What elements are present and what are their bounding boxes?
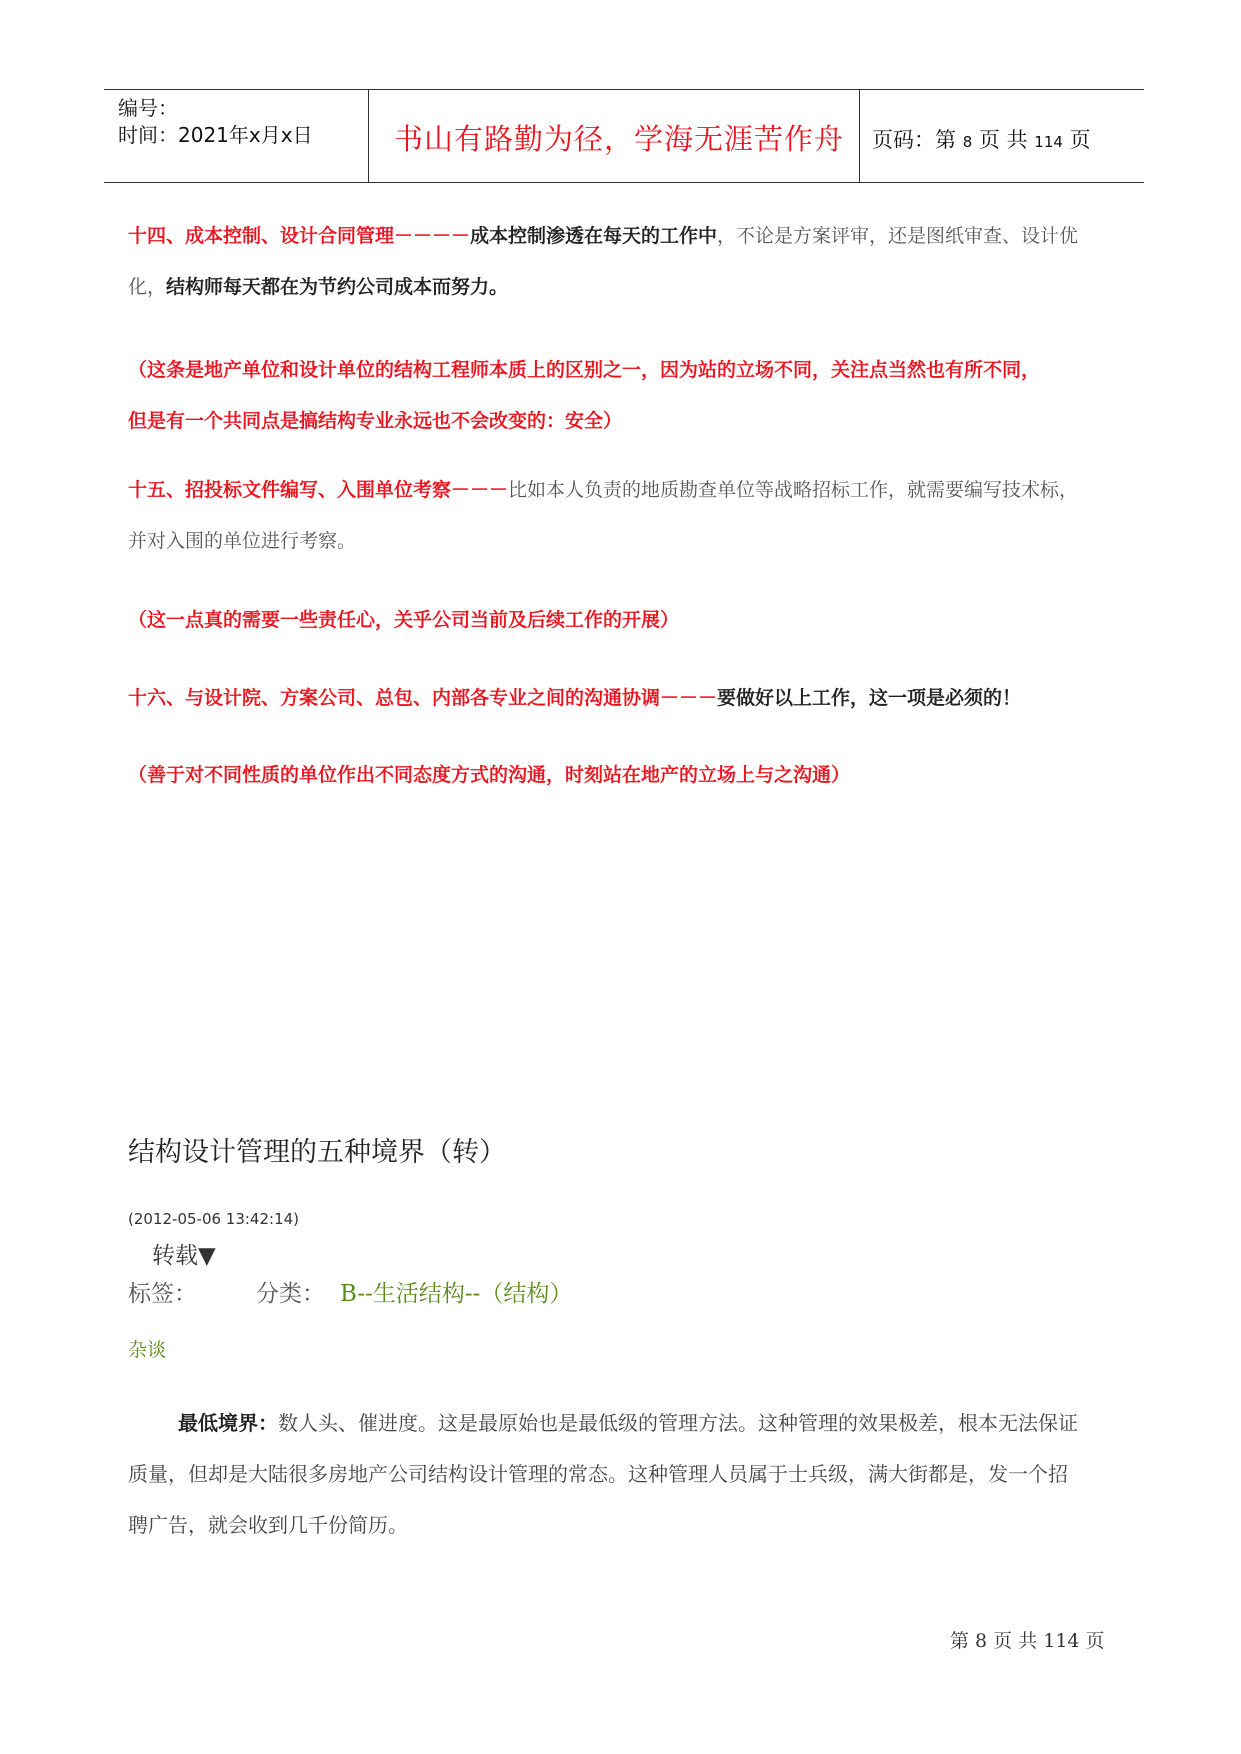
section-14-text-2a: 化， (128, 276, 167, 298)
category-link[interactable]: B--生活结构--（结构） (340, 1281, 573, 1307)
section-14-line-2 (128, 262, 1128, 313)
section-14-line-1 (128, 211, 1128, 262)
article-paragraph-1-lead: 最低境界： (178, 1411, 278, 1435)
section-15 (128, 465, 1128, 567)
note-3-text: （善于对不同性质的单位作出不同态度方式的沟通，时刻站在地产的立场上与之沟通） (128, 764, 851, 786)
article-paragraph-1-line-3: 聘广告，就会收到几千份简历。 (128, 1513, 408, 1537)
header-divider-left (368, 89, 369, 182)
section-15-line-2: 并对入围的单位进行考察。 (128, 530, 357, 552)
section-16-heading: 十六、与设计院、方案公司、总包、内部各专业之间的沟通协调－－－ (128, 687, 718, 709)
section-14-text-2b: 结构师每天都在为节约公司成本而努力。 (166, 276, 509, 298)
note-1 (128, 345, 1128, 447)
section-14 (128, 211, 1128, 313)
header-page-current: 8 (962, 133, 973, 151)
category-label: 分类： (256, 1281, 325, 1307)
article-date: (2012-05-06 13:42:14) (128, 1210, 300, 1228)
section-16-text: 要做好以上工作，这一项是必须的！ (717, 687, 1022, 709)
tag-label: 标签： (128, 1281, 197, 1307)
section-15-heading: 十五、招投标文件编写、入围单位考察－－－ (128, 479, 509, 501)
section-15-text-1: 比如本人负责的地质勘查单位等战略招标工作，就需要编写技术标， (508, 479, 1079, 501)
note-3 (128, 750, 1128, 801)
section-15-line-1 (128, 465, 1128, 516)
header-bottom-rule (104, 182, 1144, 183)
header-page-prefix: 页码：第 (872, 128, 956, 152)
section-16 (128, 673, 1128, 724)
section-14-heading: 十四、成本控制、设计合同管理－－－－ (128, 225, 471, 247)
section-14-emphasis: 成本控制渗透在每天的工作中 (470, 225, 718, 247)
header-page-info (872, 124, 1091, 154)
page-footer: 第 8 页 共 114 页 (950, 1630, 1105, 1652)
header-page-suffix: 页 (1069, 128, 1091, 152)
section-16-line-1 (128, 673, 1128, 724)
tags-row (128, 1275, 573, 1308)
note-1-line-1: （这条是地产单位和设计单位的结构工程师本质上的区别之一，因为站的立场不同，关注点当然也有所不同， (128, 359, 1041, 381)
header-top-rule (104, 89, 1144, 90)
article-paragraph-1-text-1: 数人头、催进度。这是最原始也是最低级的管理方法。这种管理的效果极差，根本无法保证 (278, 1411, 1078, 1435)
header-time-label: 时间：2021年x月x日 (118, 123, 313, 147)
header-page-mid: 页 共 (978, 128, 1028, 152)
article-paragraph-1-line-1 (128, 1398, 1128, 1449)
article-paragraph-1 (128, 1398, 1128, 1551)
note-1-line-2: 但是有一个共同点是搞结构专业永远也不会改变的：安全） (128, 410, 623, 432)
note-2-text: （这一点真的需要一些责任心，关乎公司当前及后续工作的开展） (128, 609, 680, 631)
repost-link[interactable]: 转载▼ (152, 1243, 216, 1269)
header-motto: 书山有路勤为径，学海无涯苦作舟 (394, 122, 845, 156)
section-14-text-1: ，不论是方案评审，还是图纸审查、设计优 (717, 225, 1079, 247)
tag-link-misc[interactable]: 杂谈 (128, 1339, 167, 1361)
header-number-label: 编号： (118, 96, 178, 120)
article-title: 结构设计管理的五种境界（转） (128, 1137, 506, 1168)
note-2 (128, 595, 1128, 646)
header-divider-right (859, 89, 860, 182)
article-paragraph-1-line-2: 质量，但却是大陆很多房地产公司结构设计管理的常态。这种管理人员属于士兵级，满大街都是，发一个招 (128, 1462, 1068, 1486)
header-page-total: 114 (1034, 133, 1063, 151)
